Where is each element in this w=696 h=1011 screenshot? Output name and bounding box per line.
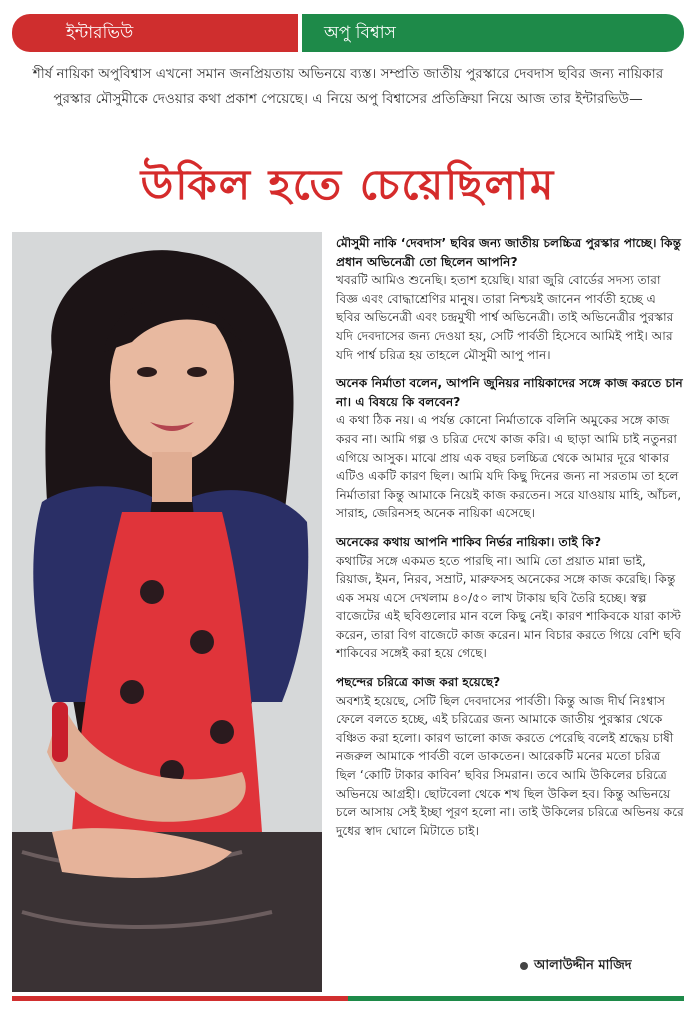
answer-1: খবরটি আমিও শুনেছি। হতাশ হয়েছি। যারা জুরি বোর্ডের সদস্য তারা বিজ্ঞ এবং বোদ্ধাশ্রেণির মানুষ। তারা নিশ্চয়ই জানেন পার্বতী হচ্ছে এ ছবির অভিনেত্রী এবং চন্দ্রমুখী পার্শ্ব অভিনেত্রী। তাই অভিনেত্রীর পুরস্কার যদি দেবদাসের জন্য দেওয়া হয়, সেটি পার্বতী হিসেবে আমিই পাই। আর যদি পার্শ্ব চরিত্র হয় তাহলে মৌসুমী আপু পান। [336, 273, 674, 362]
question-2: অনেক নির্মাতা বলেন, আপনি জুনিয়র নায়িকাদের সঙ্গে কাজ করতে চান না। এ বিষয়ে কি বলবেন? [336, 376, 683, 409]
interview-body [336, 234, 684, 850]
footer-divider [12, 996, 684, 1001]
portrait-photo [12, 232, 322, 992]
portrait-illustration [12, 232, 322, 992]
answer-4: অবশ্যই হয়েছে, সেটি ছিল দেবদাসের পার্বতী। কিন্তু আজ দীর্ঘ নিঃশ্বাস ফেলে বলতে হচ্ছে, এই চরিত্রের জন্য আমাকে জাতীয় পুরস্কার থেকে বঞ্চিত করা হলো। কারণ ভালো কাজ করতে পেরেছি বলেই শ্রদ্ধেয় চাষী নজরুল আমাকে পার্বতী বলে ডাকতেন। আরেকটি মনের মতো চরিত্র ছিল ‘কোটি টাকার কাবিন’ ছবির সিমরান। তবে আমি উকিলের চরিত্রে অভিনয়ে আগ্রহী। ছোটবেলা থেকে শখ ছিল উকিল হব। কিন্তু অভিনয়ে চলে আসায় সেই ইচ্ছা পূরণ হলো না। তাই উকিলের চরিত্রে অভিনয় করে দুধের স্বাদ ঘোলে মিটাতে চাই। [336, 693, 684, 838]
bullet-icon [520, 962, 528, 970]
answer-2: এ কথা ঠিক নয়। এ পর্যন্ত কোনো নির্মাতাকে বলিনি অমুকের সঙ্গে কাজ করব না। আমি গল্প ও চরিত্র দেখে কাজ করি। এ ছাড়া আমি চাই নতুনরা এগিয়ে আসুক। মাঝে প্রায় এক বছর চলচ্চিত্র থেকে আমার দূরে থাকার এটিও একটি কারণ ছিল। আমি যদি কিছু দিনের জন্য না সরতাম তা হলে নির্মাতারা কিন্তু আমাকে নিয়েই কাজ করতেন। সরে যাওয়ায় মাহি, আঁচল, সারাহ, জেরিনসহ অনেক নায়িকা এসেছে। [336, 413, 682, 521]
subject-name-label: অপু বিশ্বাস [302, 14, 684, 52]
section-label: ইন্টারভিউ [12, 14, 298, 52]
intro-paragraph: শীর্ষ নায়িকা অপুবিশ্বাস এখনো সমান জনপ্রিয়তায় অভিনয়ে ব্যস্ত। সম্প্রতি জাতীয় পুরস্কারে দেবদাস ছবির জন্য নায়িকার পুরস্কার মৌসুমীকে দেওয়ার কথা প্রকাশ পেয়েছে। এ নিয়ে অপু বিশ্বাসের প্রতিক্রিয়া নিয়ে আজ তার ইন্টারভিউ— [32, 66, 664, 107]
answer-3: কথাটির সঙ্গে একমত হতে পারছি না। আমি তো প্রয়াত মান্না ভাই, রিয়াজ, ইমন, নিরব, সম্রাট, মারুফসহ অনেকের সঙ্গে কাজ করেছি। কিন্তু এক সময় এসে দেখলাম ৪০/৫০ লাখ টাকায় ছবি তৈরি হচ্ছে। স্বল্প বাজেটের এই ছবিগুলোর মান বলে কিছু নেই। কারণ শাকিবকে যারা কাস্ট করেন, তারা বিগ বাজেটে কাজ করেন। মান বিচার করতে গিয়ে বেশি ছবি শাকিবের সঙ্গেই করা হয়ে গেছে। [336, 553, 682, 661]
byline [520, 956, 632, 977]
question-4: পছন্দের চরিত্রে কাজ করা হয়েছে? [336, 675, 501, 690]
question-1: মৌসুমী নাকি ‘দেবদাস’ ছবির জন্য জাতীয় চলচ্চিত্র পুরস্কার পাচ্ছে। কিন্তু প্রধান অভিনেত্রী তো ছিলেন আপনি? [336, 236, 682, 269]
question-3: অনেকের কথায় আপনি শাকিব নির্ভর নায়িকা। তাই কি? [336, 534, 602, 549]
author-name: আলাউদ্দীন মাজিদ [534, 958, 632, 973]
headline: উকিল হতে চেয়েছিলাম [140, 160, 556, 209]
article-header [12, 14, 684, 52]
